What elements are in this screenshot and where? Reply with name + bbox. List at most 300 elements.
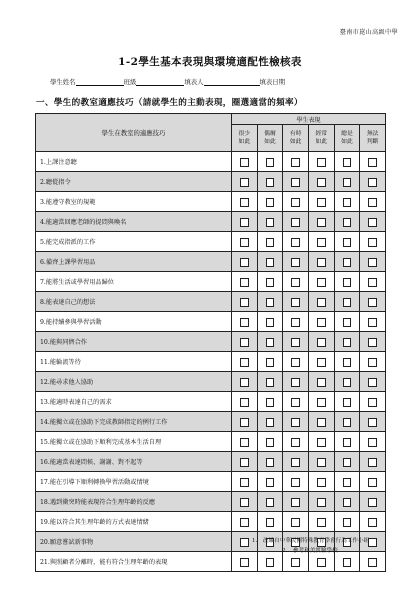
option-cell [257,372,283,392]
checkbox[interactable] [291,418,300,427]
option-cell [360,392,386,412]
table-row [36,232,386,252]
option-cell [283,512,309,532]
option-header-line: 判斷 [366,139,379,145]
checkbox[interactable] [291,458,300,467]
checkbox[interactable] [240,198,249,207]
checkbox[interactable] [343,418,352,427]
item-label: 12.能尋求他人協助 [36,372,232,392]
option-header [334,125,360,152]
option-cell [283,332,309,352]
option-header-line: 經常 [315,131,328,137]
checkbox[interactable] [266,418,275,427]
checkbox[interactable] [368,218,377,227]
checkbox[interactable] [343,158,352,167]
item-label: 14.能獨立或在協助下完成教師指定的例行工作 [36,412,232,432]
checkbox[interactable] [240,158,249,167]
item-label: 17.能在引導下順利轉換學習活動或情境 [36,472,232,492]
checkbox[interactable] [317,158,326,167]
page-title: 1-2學生基本表現與環境適配性檢核表 [118,56,302,68]
checkbox[interactable] [266,338,275,347]
option-header-line: 如此 [289,139,302,145]
option-cell [360,472,386,492]
table-row [36,372,386,392]
option-header [308,125,334,152]
checkbox[interactable] [343,318,352,327]
checkbox[interactable] [317,318,326,327]
option-cell [308,352,334,372]
option-cell [334,232,360,252]
table-row [36,332,386,352]
checkbox[interactable] [291,178,300,187]
checkbox[interactable] [266,178,275,187]
performance-header: 學生表現 [232,114,386,125]
checkbox[interactable] [343,338,352,347]
checkbox[interactable] [240,458,249,467]
checkbox[interactable] [291,498,300,507]
option-header-line: 偶爾 [264,131,276,137]
option-header-line: 如此 [341,139,353,145]
checkbox[interactable] [317,478,326,487]
option-cell [283,152,309,172]
checkbox[interactable] [291,518,300,527]
option-cell [360,512,386,532]
checklist-table [35,113,386,572]
checkbox[interactable] [266,558,275,567]
item-label: 13.能適時表達自己的需求 [36,392,232,412]
checkbox[interactable] [317,458,326,467]
option-cell [360,152,386,172]
checkbox[interactable] [266,198,275,207]
item-label: 18.遇到衝突時能表現符合生理年齡的反應 [36,492,232,512]
checkbox[interactable] [343,518,352,527]
option-cell [360,332,386,352]
option-cell [232,332,258,352]
option-cell [360,352,386,372]
option-cell [283,352,309,372]
checkbox[interactable] [291,398,300,407]
table-row [36,392,386,412]
checkbox[interactable] [368,518,377,527]
option-cell [257,172,283,192]
option-cell [232,272,258,292]
option-cell [308,392,334,412]
checkbox[interactable] [291,218,300,227]
option-cell [232,172,258,192]
option-cell [334,432,360,452]
option-cell [360,492,386,512]
table-row [36,212,386,232]
checkbox[interactable] [317,258,326,267]
checkbox[interactable] [266,278,275,287]
checkbox[interactable] [240,498,249,507]
checkbox[interactable] [266,458,275,467]
option-cell [308,232,334,252]
checkbox[interactable] [240,258,249,267]
option-cell [283,472,309,492]
option-cell [360,232,386,252]
checkbox[interactable] [368,338,377,347]
checkbox[interactable] [291,298,300,307]
option-cell [257,192,283,212]
checkbox[interactable] [368,378,377,387]
option-cell [257,452,283,472]
option-cell [232,392,258,412]
checkbox[interactable] [368,558,377,567]
option-cell [334,332,360,352]
checkbox[interactable] [291,238,300,247]
filler-field[interactable] [204,79,260,86]
checkbox[interactable] [317,178,326,187]
checkbox[interactable] [291,558,300,567]
option-cell [334,352,360,372]
option-cell [257,412,283,432]
checkbox[interactable] [317,518,326,527]
checkbox[interactable] [266,298,275,307]
checkbox[interactable] [343,438,352,447]
option-cell [360,192,386,212]
footnote: 1. 改編自中華民國特殊教育學會行為工作小組 [252,538,370,544]
option-cell [283,312,309,332]
checkbox[interactable] [317,438,326,447]
option-cell [334,372,360,392]
checkbox[interactable] [317,278,326,287]
checkbox[interactable] [291,278,300,287]
option-header-line: 如此 [264,139,276,145]
option-cell [308,412,334,432]
checkbox[interactable] [266,378,275,387]
checkbox[interactable] [317,498,326,507]
checkbox[interactable] [291,478,300,487]
option-cell [232,232,258,252]
checkbox[interactable] [343,478,352,487]
table-row [36,452,386,472]
checkbox[interactable] [343,178,352,187]
checkbox[interactable] [317,378,326,387]
checkbox[interactable] [368,358,377,367]
item-label: 9.能持續參與學習活動 [36,312,232,332]
checkbox[interactable] [240,558,249,567]
table-row [36,412,386,432]
checkbox[interactable] [291,198,300,207]
item-label: 10.能與同儕合作 [36,332,232,352]
option-cell [334,192,360,212]
class-field[interactable] [136,79,184,86]
checkbox[interactable] [317,358,326,367]
option-cell [283,252,309,272]
checkbox[interactable] [291,318,300,327]
option-cell [257,392,283,412]
checkbox[interactable] [266,158,275,167]
checkbox[interactable] [291,258,300,267]
checkbox[interactable] [368,538,377,547]
option-cell [308,212,334,232]
option-header [257,125,283,152]
item-label: 15.能獨立或在協助下順利完成基本生活自理 [36,432,232,452]
option-cell [360,452,386,472]
option-cell [360,272,386,292]
option-header-line: 無法 [366,131,379,137]
checkbox[interactable] [240,358,249,367]
checkbox[interactable] [317,298,326,307]
item-label: 21.與照顧者分離時，能有符合生理年齡的表現 [36,552,232,572]
checkbox[interactable] [266,518,275,527]
section-title: 一、學生的教室適應技巧（請就學生的主動表現，圈選適當的頻率） [36,98,303,108]
checkbox[interactable] [240,338,249,347]
checkbox[interactable] [240,178,249,187]
option-cell [257,292,283,312]
checkbox[interactable] [343,498,352,507]
checkbox[interactable] [240,238,249,247]
checkbox[interactable] [368,258,377,267]
option-cell [257,272,283,292]
checkbox[interactable] [266,358,275,367]
checkbox[interactable] [368,438,377,447]
item-label: 7.能將生活或學習用品歸位 [36,272,232,292]
option-cell [283,192,309,212]
checkbox[interactable] [317,238,326,247]
option-cell [334,312,360,332]
checkbox[interactable] [368,238,377,247]
checkbox[interactable] [291,358,300,367]
option-cell [308,372,334,392]
checkbox[interactable] [368,318,377,327]
item-label: 16.能適當表達問候、謝謝、對不起等 [36,452,232,472]
checkbox[interactable] [343,358,352,367]
option-cell [257,212,283,232]
checkbox[interactable] [240,218,249,227]
checkbox[interactable] [368,298,377,307]
checkbox[interactable] [240,418,249,427]
option-cell [334,512,360,532]
filler-label: 填表人 [184,78,204,86]
option-cell [334,272,360,292]
checkbox[interactable] [343,198,352,207]
option-cell [232,192,258,212]
checkbox[interactable] [240,398,249,407]
footnotes [252,536,369,556]
option-cell [360,432,386,452]
checkbox[interactable] [317,418,326,427]
option-cell [308,332,334,352]
option-cell [232,472,258,492]
option-header-line: 有時 [289,131,302,137]
option-cell [283,232,309,252]
table-row [36,492,386,512]
option-cell [283,412,309,432]
checkbox[interactable] [266,238,275,247]
option-cell [232,452,258,472]
checkbox[interactable] [240,298,249,307]
option-cell [334,492,360,512]
date-label: 填表日期 [259,78,286,86]
checkbox[interactable] [317,338,326,347]
checkbox[interactable] [343,298,352,307]
option-cell [308,252,334,272]
option-cell [334,212,360,232]
option-cell [334,172,360,192]
option-cell [360,172,386,192]
student-name-field[interactable] [76,79,124,86]
checkbox[interactable] [266,318,275,327]
option-cell [257,332,283,352]
option-cell [283,372,309,392]
option-cell [232,352,258,372]
option-header-line: 很少 [238,131,251,137]
checkbox[interactable] [266,218,275,227]
checkbox[interactable] [343,218,352,227]
option-cell [257,512,283,532]
checkbox[interactable] [317,558,326,567]
option-header-line: 如此 [315,139,328,145]
option-header [232,125,258,152]
checkbox[interactable] [266,498,275,507]
checkbox[interactable] [240,438,249,447]
table-row [36,292,386,312]
option-cell [308,312,334,332]
option-cell [308,452,334,472]
option-cell [308,292,334,312]
checkbox[interactable] [291,438,300,447]
checkbox[interactable] [343,378,352,387]
item-label: 3.能遵守教室的規範 [36,192,232,212]
option-cell [283,292,309,312]
option-cell [232,372,258,392]
option-header [360,125,386,152]
item-label: 6.備齊上課學習用品 [36,252,232,272]
option-cell [232,432,258,452]
checkbox[interactable] [368,178,377,187]
option-cell [257,152,283,172]
checkbox[interactable] [368,398,377,407]
option-header [283,125,309,152]
option-cell [308,512,334,532]
checkbox[interactable] [368,498,377,507]
checkbox[interactable] [343,558,352,567]
checkbox[interactable] [343,238,352,247]
table-row [36,172,386,192]
option-cell [334,252,360,272]
checkbox[interactable] [317,218,326,227]
option-cell [360,212,386,232]
item-label: 2.聽從指令 [36,172,232,192]
checkbox[interactable] [317,198,326,207]
checkbox[interactable] [317,398,326,407]
checkbox[interactable] [368,198,377,207]
school-name: 臺南市崑山高級中學 [339,29,398,36]
table-row [36,252,386,272]
student-name-label: 學生姓名 [50,78,76,86]
checkbox[interactable] [266,398,275,407]
checkbox[interactable] [266,438,275,447]
option-cell [257,232,283,252]
item-label: 19.能以符合其生理年齡的方式表達情緒 [36,512,232,532]
option-cell [283,492,309,512]
checkbox[interactable] [240,478,249,487]
option-cell [308,432,334,452]
table-row [36,472,386,492]
option-cell [334,452,360,472]
checkbox[interactable] [266,478,275,487]
table-row [36,352,386,372]
table-row [36,192,386,212]
table-row [36,272,386,292]
item-label: 8.能表達自己的想法 [36,292,232,312]
option-cell [283,172,309,192]
option-cell [360,292,386,312]
option-cell [334,152,360,172]
option-cell [334,392,360,412]
option-cell [257,492,283,512]
info-row [50,77,385,86]
option-cell [257,252,283,272]
option-cell [232,492,258,512]
checkbox[interactable] [240,518,249,527]
checkbox[interactable] [240,318,249,327]
option-cell [283,272,309,292]
option-cell [283,452,309,472]
option-cell [283,392,309,412]
option-cell [334,472,360,492]
checkbox[interactable] [291,378,300,387]
checkbox[interactable] [343,258,352,267]
option-cell [232,312,258,332]
checkbox[interactable] [240,378,249,387]
option-cell [283,432,309,452]
footnote: 2. 參考和美實驗學校 [282,548,338,554]
checkbox[interactable] [368,278,377,287]
checkbox[interactable] [291,338,300,347]
item-label: 1.上課注意聽 [36,152,232,172]
option-cell [232,512,258,532]
option-cell [232,412,258,432]
option-cell [308,172,334,192]
option-header-line: 總是 [341,131,353,137]
checkbox[interactable] [343,458,352,467]
checkbox[interactable] [343,398,352,407]
table-row [36,432,386,452]
checkbox[interactable] [291,158,300,167]
option-cell [334,292,360,312]
item-column-header: 學生在教室的適應技巧 [36,114,232,152]
checkbox[interactable] [343,278,352,287]
checkbox[interactable] [240,538,249,547]
option-cell [308,492,334,512]
item-label: 20.願意嘗試新事物 [36,532,232,552]
table-row [36,512,386,532]
option-cell [257,432,283,452]
checkbox[interactable] [368,458,377,467]
option-header-line: 如此 [238,139,251,145]
option-cell [360,252,386,272]
option-cell [232,212,258,232]
checkbox[interactable] [368,478,377,487]
item-label: 11.能輪流等待 [36,352,232,372]
item-label: 5.能完成指派的工作 [36,232,232,252]
option-cell [308,192,334,212]
checkbox[interactable] [266,258,275,267]
option-cell [360,312,386,332]
checkbox[interactable] [368,418,377,427]
option-cell [360,372,386,392]
option-cell [257,312,283,332]
checkbox[interactable] [368,158,377,167]
option-cell [257,352,283,372]
option-cell [308,272,334,292]
item-label: 4.能適當回應老師的提問與喚名 [36,212,232,232]
checkbox[interactable] [240,278,249,287]
table-row [36,312,386,332]
